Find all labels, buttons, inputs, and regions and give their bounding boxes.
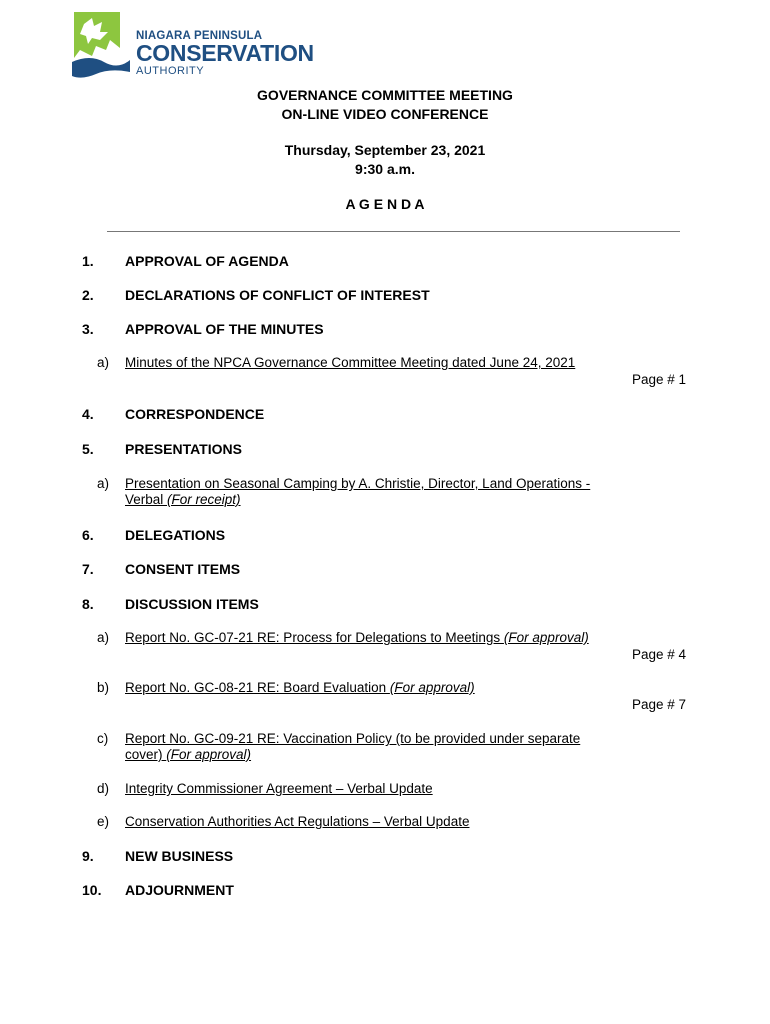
subitem-text: Report No. GC-09-21 RE: Vaccination Policy (to be provided under separate cover) [125,731,581,762]
item-number: 9. [82,848,94,864]
meeting-title: GOVERNANCE COMMITTEE MEETING [257,87,513,103]
subitem-note: (For approval) [166,747,252,762]
subitem-letter: c) [97,731,109,746]
meeting-subtitle: ON-LINE VIDEO CONFERENCE [281,106,489,122]
item-number: 7. [82,561,94,577]
item-number: 4. [82,406,94,422]
item-title-adjournment: ADJOURNMENT [125,882,234,898]
item-title-delegations: DELEGATIONS [125,527,226,543]
subitem-text: Presentation on Seasonal Camping by A. Christie, Director, Land Operations - Verbal [125,476,591,507]
header-divider [107,231,680,232]
logo-line-2: CONSERVATION [136,40,314,66]
subitem-link-ca-act-regulations[interactable]: Conservation Authorities Act Regulations – Verbal Update [125,814,470,829]
item-number: 1. [82,253,94,269]
item-title-new-business: NEW BUSINESS [125,848,234,864]
item-title-approval-of-minutes: APPROVAL OF THE MINUTES [125,321,324,337]
subitem-link-gc-07-21[interactable] [125,630,625,646]
item-title-declarations: DECLARATIONS OF CONFLICT OF INTEREST [125,287,430,303]
logo-line-1: NIAGARA PENINSULA [136,30,263,42]
meeting-time: 9:30 a.m. [355,161,415,177]
subitem-note: (For approval) [389,680,475,695]
page-reference: Page # 1 [631,372,686,387]
item-number: 2. [82,287,94,303]
subitem-letter: a) [97,476,110,491]
subitem-letter: a) [97,630,110,645]
subitem-letter: d) [97,781,110,796]
agenda-heading: A G E N D A [345,196,425,212]
subitem-note: (For approval) [503,630,589,645]
subitem-note: (For receipt) [167,492,241,507]
subitem-letter: e) [97,814,110,829]
item-number: 5. [82,441,94,457]
subitem-link-integrity-commissioner[interactable]: Integrity Commissioner Agreement – Verbal Update [125,781,433,796]
subitem-text: Report No. GC-07-21 RE: Process for Delegations to Meetings [125,630,504,645]
item-number: 8. [82,596,94,612]
item-title-consent-items: CONSENT ITEMS [125,561,241,577]
item-title-approval-of-agenda: APPROVAL OF AGENDA [125,253,289,269]
item-number: 3. [82,321,94,337]
item-number: 6. [82,527,94,543]
logo-line-3: AUTHORITY [136,65,205,77]
subitem-link-presentation[interactable] [125,476,620,508]
meeting-date: Thursday, September 23, 2021 [284,142,486,158]
subitem-link-gc-08-21[interactable] [125,680,625,696]
organization-logo [70,10,320,80]
leaf-icon [70,10,132,80]
subitem-link-minutes[interactable]: Minutes of the NPCA Governance Committee Meeting dated June 24, 2021 [125,355,576,370]
subitem-link-gc-09-21[interactable] [125,731,605,763]
subitem-text: Report No. GC-08-21 RE: Board Evaluation [125,680,390,695]
subitem-letter: b) [97,680,110,695]
item-title-presentations: PRESENTATIONS [125,441,242,457]
item-title-discussion-items: DISCUSSION ITEMS [125,596,259,612]
page-reference: Page # 7 [631,697,686,712]
item-title-correspondence: CORRESPONDENCE [125,406,265,422]
page-reference: Page # 4 [631,647,686,662]
subitem-letter: a) [97,355,110,370]
item-number: 10. [82,882,102,898]
